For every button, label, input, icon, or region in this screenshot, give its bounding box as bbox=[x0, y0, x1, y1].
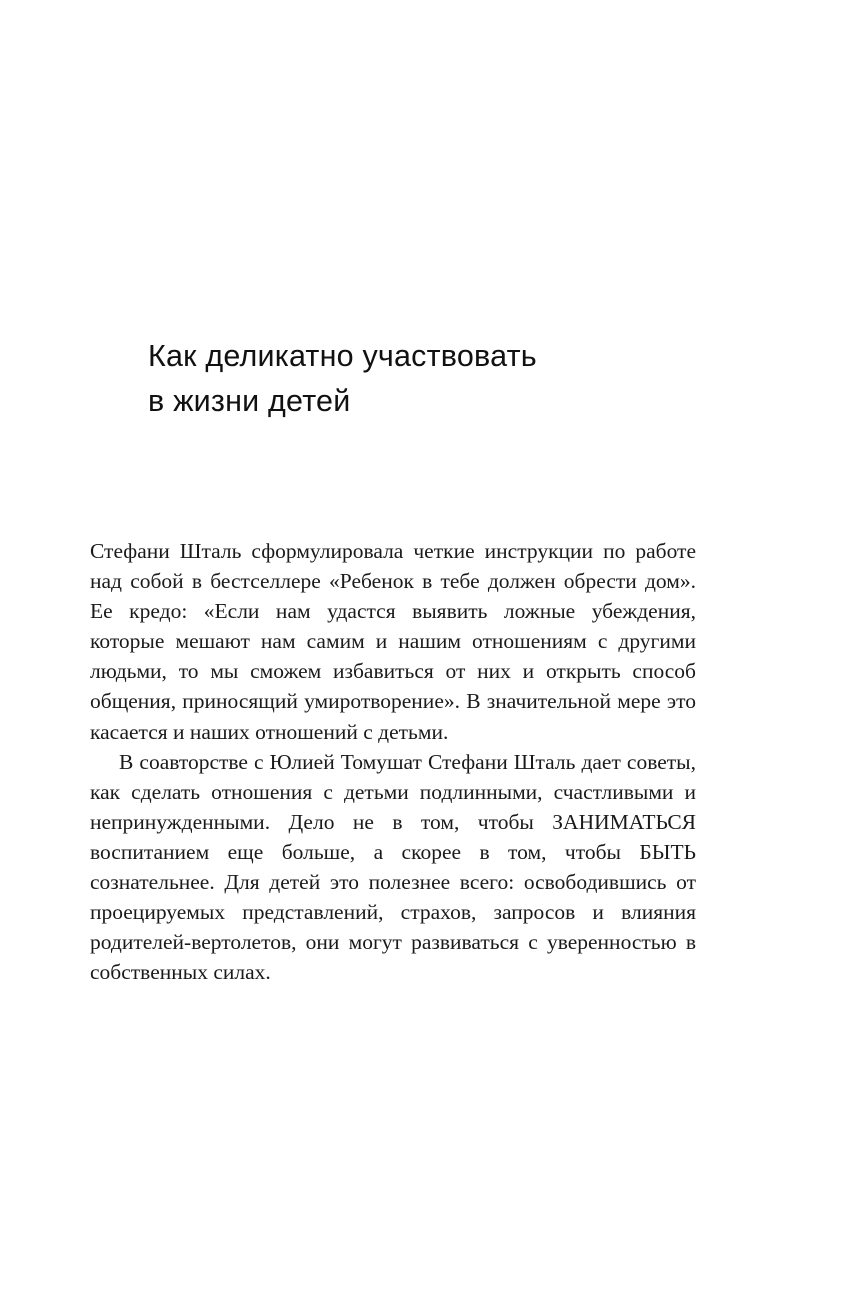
paragraph-2: В соавторстве с Юлией Томушат Стефани Шталь дает советы, как сделать отношения с детьми подлинными, счастливыми и непринужденными. Дело не в том, чтобы ЗАНИМАТЬСЯ воспитанием еще больше, а скорее в том, чтобы БЫТЬ сознательнее. Для детей это полезнее всего: освободившись от проецируемых представлений, страхов, запросов и влияния родителей-вертолетов, они могут развиваться с уверенностью в собственных силах. bbox=[90, 749, 696, 985]
page-title-line-2: в жизни детей bbox=[148, 384, 351, 418]
page-title bbox=[148, 334, 708, 424]
page-title-line-1: Как деликатно участвовать bbox=[148, 339, 537, 373]
body-text bbox=[90, 536, 696, 987]
paragraph-1: Стефани Шталь сформулировала четкие инструкции по работе над собой в бестселлере «Ребенок в тебе должен обрести дом». Ее кредо: «Если нам удастся выявить ложные убеждения, которые мешают нам самим и нашим отношениям с другими людьми, то мы сможем избавиться от них и открыть способ общения, приносящий умиротворение». В значительной мере это касается и наших отношений с детьми. bbox=[90, 539, 696, 744]
